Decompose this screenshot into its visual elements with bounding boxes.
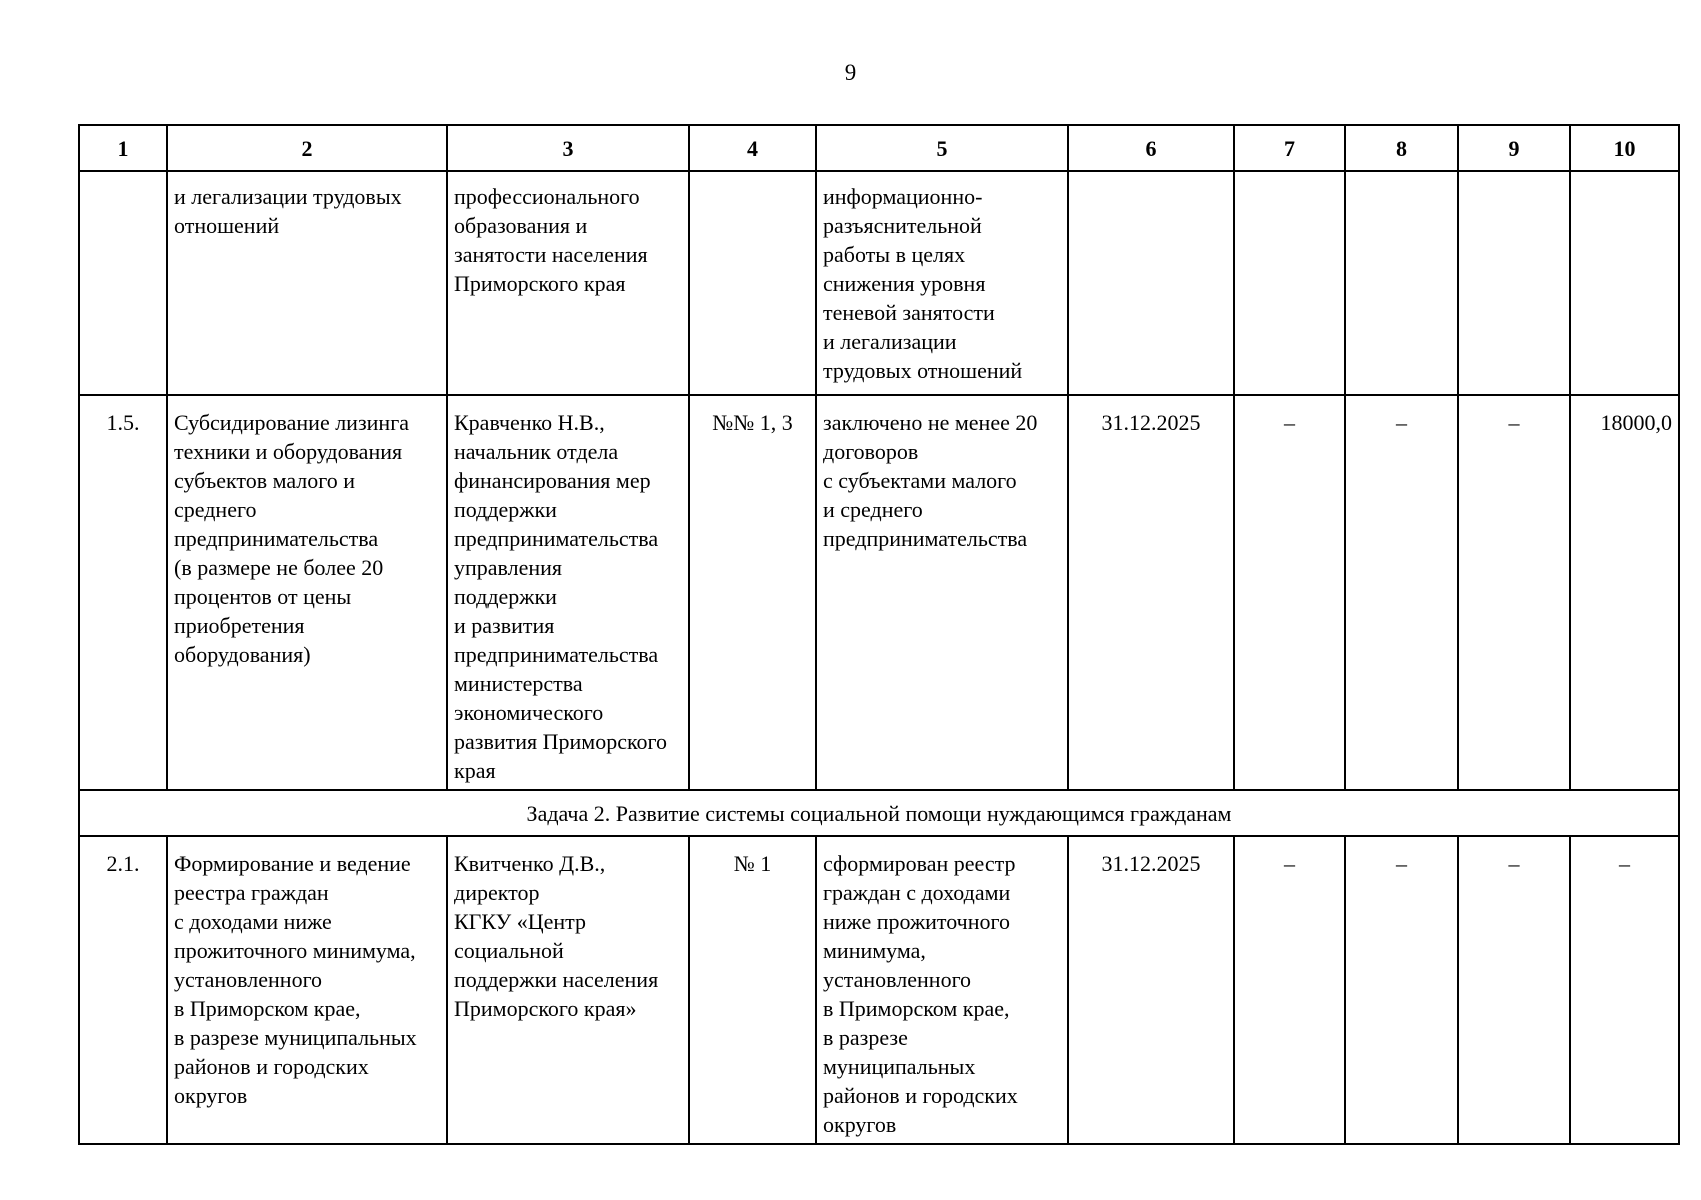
cell-col-9: – xyxy=(1458,395,1570,790)
task-2-row xyxy=(79,790,1679,836)
cell-col-8: – xyxy=(1345,836,1458,1144)
cell-responsible: Кравченко Н.В., начальник отдела финансирования мер поддержки предпринимательства управления поддержки и развития предпринимательства министерства экономического развития Приморского края xyxy=(447,395,689,790)
cell-indicator: №№ 1, 3 xyxy=(689,395,816,790)
cell-event: Субсидирование лизинга техники и оборудования субъектов малого и среднего предпринимательства (в размере не более 20 процентов от цены приобретения оборудования) xyxy=(167,395,447,790)
cell-responsible: профессионального образования и занятости населения Приморского края xyxy=(447,171,689,395)
cell-result: заключено не менее 20 договоров с субъектами малого и среднего предпринимательства xyxy=(816,395,1068,790)
cell-num: 1.5. xyxy=(79,395,167,790)
cell-num xyxy=(79,171,167,395)
header-col-1: 1 xyxy=(79,125,167,171)
header-col-9: 9 xyxy=(1458,125,1570,171)
cell-col-8 xyxy=(1345,171,1458,395)
cell-result: информационно- разъяснительной работы в целях снижения уровня теневой занятости и легализации трудовых отношений xyxy=(816,171,1068,395)
cell-col-8: – xyxy=(1345,395,1458,790)
header-col-7: 7 xyxy=(1234,125,1345,171)
cell-date xyxy=(1068,171,1234,395)
cell-col-9 xyxy=(1458,171,1570,395)
page-number: 9 xyxy=(844,60,857,85)
cell-col-10: 18000,0 xyxy=(1570,395,1679,790)
cell-responsible: Квитченко Д.В., директор КГКУ «Центр социальной поддержки населения Приморского края» xyxy=(447,836,689,1144)
plan-table xyxy=(78,124,1680,1145)
cell-event: Формирование и ведение реестра граждан с доходами ниже прожиточного минимума, установленного в Приморском крае, в разрезе муниципальных районов и городских округов xyxy=(167,836,447,1144)
cell-date: 31.12.2025 xyxy=(1068,836,1234,1144)
table-row-1-5 xyxy=(79,395,1679,790)
table-row-continuation xyxy=(79,171,1679,395)
cell-col-9: – xyxy=(1458,836,1570,1144)
header-col-8: 8 xyxy=(1345,125,1458,171)
cell-num: 2.1. xyxy=(79,836,167,1144)
header-col-4: 4 xyxy=(689,125,816,171)
header-col-3: 3 xyxy=(447,125,689,171)
cell-col-10 xyxy=(1570,171,1679,395)
cell-indicator xyxy=(689,171,816,395)
cell-event: и легализации трудовых отношений xyxy=(167,171,447,395)
header-col-6: 6 xyxy=(1068,125,1234,171)
cell-col-7 xyxy=(1234,171,1345,395)
cell-col-10: – xyxy=(1570,836,1679,1144)
table-row-2-1 xyxy=(79,836,1679,1144)
task-2-heading: Задача 2. Развитие системы социальной помощи нуждающимся гражданам xyxy=(79,790,1679,836)
cell-col-7: – xyxy=(1234,836,1345,1144)
header-row xyxy=(79,125,1679,171)
cell-indicator: № 1 xyxy=(689,836,816,1144)
cell-col-7: – xyxy=(1234,395,1345,790)
cell-date: 31.12.2025 xyxy=(1068,395,1234,790)
header-col-2: 2 xyxy=(167,125,447,171)
header-col-10: 10 xyxy=(1570,125,1679,171)
header-col-5: 5 xyxy=(816,125,1068,171)
cell-result: сформирован реестр граждан с доходами ниже прожиточного минимума, установленного в Приморском крае, в разрезе муниципальных районов и городских округов xyxy=(816,836,1068,1144)
